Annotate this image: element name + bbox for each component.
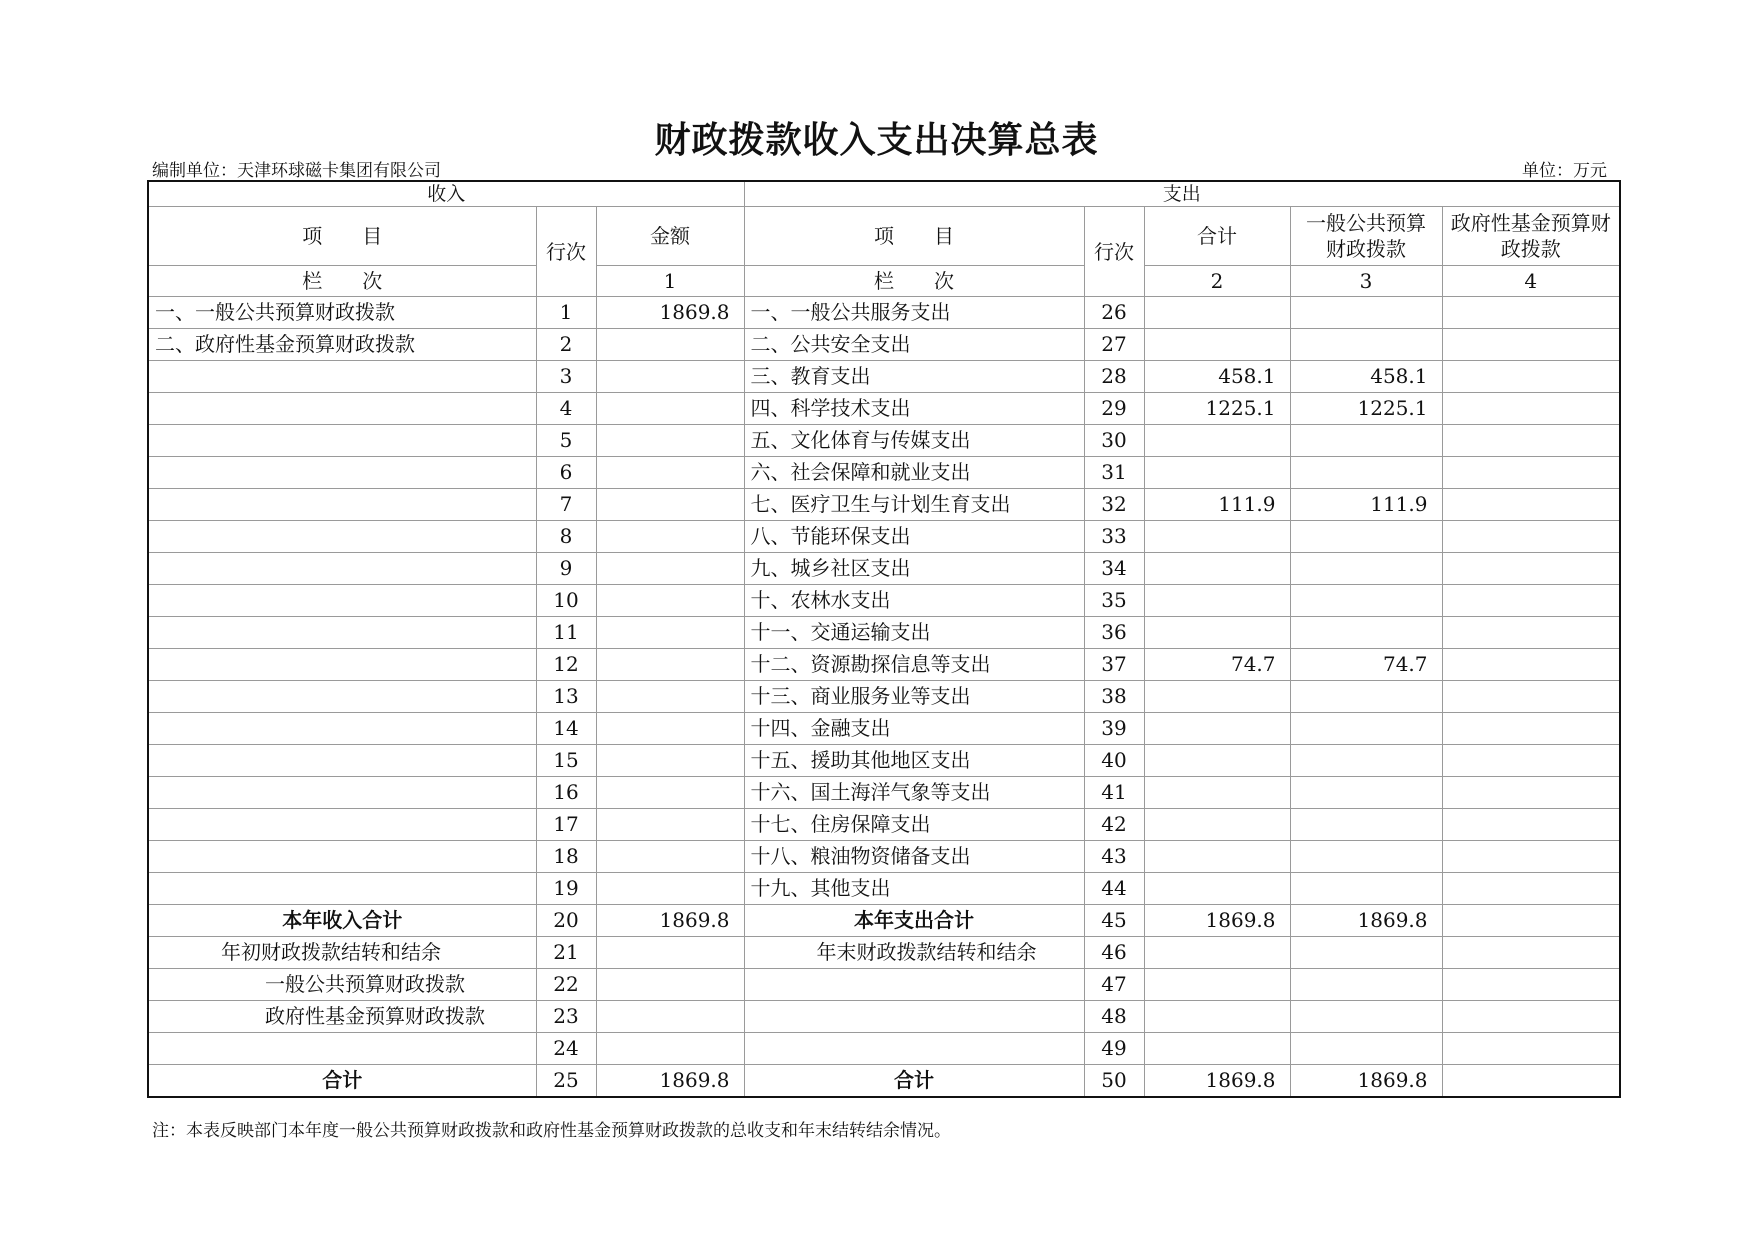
report-table <box>147 180 1621 1098</box>
income-row-no-cell: 17 <box>536 809 596 841</box>
fund-budget-cell <box>1442 809 1620 841</box>
income-item-cell <box>148 809 536 841</box>
general-budget-cell <box>1290 745 1442 777</box>
fund-budget-cell <box>1442 681 1620 713</box>
general-budget-cell <box>1290 969 1442 1001</box>
income-item-cell: 合计 <box>148 1065 536 1098</box>
income-item-cell <box>148 873 536 905</box>
expense-item-cell: 本年支出合计 <box>744 905 1084 937</box>
income-item-cell <box>148 1033 536 1065</box>
expense-row-no-cell: 29 <box>1084 393 1144 425</box>
expense-item-cell: 十九、其他支出 <box>744 873 1084 905</box>
income-amount-cell <box>596 809 744 841</box>
income-col-label: 栏 次 <box>148 266 536 297</box>
table-row <box>148 585 1620 617</box>
general-budget-cell <box>1290 777 1442 809</box>
expense-total-cell <box>1144 521 1290 553</box>
general-budget-cell: 458.1 <box>1290 361 1442 393</box>
income-amount-cell: 1869.8 <box>596 1065 744 1098</box>
expense-row-no-cell: 33 <box>1084 521 1144 553</box>
fund-budget-cell <box>1442 457 1620 489</box>
income-amount-header: 金额 <box>596 207 744 266</box>
income-item-cell <box>148 553 536 585</box>
expense-total-cell <box>1144 553 1290 585</box>
income-amount-cell <box>596 713 744 745</box>
table-row <box>148 969 1620 1001</box>
income-item-cell: 二、政府性基金预算财政拨款 <box>148 329 536 361</box>
table-row <box>148 489 1620 521</box>
expense-total-cell <box>1144 777 1290 809</box>
expense-item-cell: 十、农林水支出 <box>744 585 1084 617</box>
expense-item-cell: 十三、商业服务业等支出 <box>744 681 1084 713</box>
table-row <box>148 425 1620 457</box>
income-row-no-cell: 4 <box>536 393 596 425</box>
expense-item-cell: 年末财政拨款结转和结余 <box>744 937 1084 969</box>
table-row <box>148 393 1620 425</box>
expense-item-cell <box>744 1033 1084 1065</box>
col-index-3: 3 <box>1290 266 1442 297</box>
table-row <box>148 1001 1620 1033</box>
income-item-cell <box>148 681 536 713</box>
income-item-cell: 年初财政拨款结转和结余 <box>148 937 536 969</box>
income-row-no-cell: 15 <box>536 745 596 777</box>
expense-item-cell: 十六、国土海洋气象等支出 <box>744 777 1084 809</box>
expense-item-cell: 十八、粮油物资储备支出 <box>744 841 1084 873</box>
expense-row-no-cell: 39 <box>1084 713 1144 745</box>
expense-row-no-cell: 41 <box>1084 777 1144 809</box>
income-amount-cell <box>596 553 744 585</box>
income-item-cell: 一般公共预算财政拨款 <box>148 969 536 1001</box>
expense-row-no-cell: 28 <box>1084 361 1144 393</box>
general-budget-cell: 1869.8 <box>1290 1065 1442 1098</box>
income-row-no-cell: 14 <box>536 713 596 745</box>
table-row <box>148 841 1620 873</box>
income-amount-cell <box>596 521 744 553</box>
income-row-no-cell: 5 <box>536 425 596 457</box>
fund-budget-cell <box>1442 713 1620 745</box>
table-row <box>148 297 1620 329</box>
expense-total-cell <box>1144 937 1290 969</box>
table-row <box>148 361 1620 393</box>
general-budget-cell <box>1290 297 1442 329</box>
income-amount-cell <box>596 585 744 617</box>
income-amount-cell <box>596 1033 744 1065</box>
income-row-no-cell: 22 <box>536 969 596 1001</box>
table-row <box>148 777 1620 809</box>
expense-row-no-cell: 38 <box>1084 681 1144 713</box>
income-row-no-cell: 20 <box>536 905 596 937</box>
expense-item-cell: 十一、交通运输支出 <box>744 617 1084 649</box>
fund-budget-cell <box>1442 361 1620 393</box>
fund-budget-cell <box>1442 489 1620 521</box>
expense-row-no-cell: 49 <box>1084 1033 1144 1065</box>
general-budget-cell: 74.7 <box>1290 649 1442 681</box>
income-row-no-cell: 23 <box>536 1001 596 1033</box>
income-amount-cell <box>596 1001 744 1033</box>
expense-row-no-cell: 48 <box>1084 1001 1144 1033</box>
expense-item-cell: 四、科学技术支出 <box>744 393 1084 425</box>
income-row-no-cell: 25 <box>536 1065 596 1098</box>
income-row-no-cell: 21 <box>536 937 596 969</box>
income-item-cell <box>148 617 536 649</box>
table-row <box>148 457 1620 489</box>
income-item-cell <box>148 745 536 777</box>
income-item-cell <box>148 489 536 521</box>
income-item-cell <box>148 425 536 457</box>
income-amount-cell <box>596 489 744 521</box>
expense-item-cell: 十七、住房保障支出 <box>744 809 1084 841</box>
income-row-no-cell: 24 <box>536 1033 596 1065</box>
general-budget-cell <box>1290 329 1442 361</box>
fund-budget-cell <box>1442 329 1620 361</box>
expense-section-header: 支出 <box>744 181 1620 207</box>
general-budget-cell <box>1290 457 1442 489</box>
income-row-no-header: 行次 <box>536 207 596 297</box>
table-row <box>148 617 1620 649</box>
table-row <box>148 745 1620 777</box>
table-row <box>148 905 1620 937</box>
fund-budget-cell <box>1442 841 1620 873</box>
expense-total-cell <box>1144 297 1290 329</box>
income-item-cell <box>148 713 536 745</box>
expense-row-no-cell: 32 <box>1084 489 1144 521</box>
expense-row-no-cell: 50 <box>1084 1065 1144 1098</box>
report-body <box>148 181 1620 1097</box>
expense-row-no-cell: 27 <box>1084 329 1144 361</box>
expense-item-cell: 六、社会保障和就业支出 <box>744 457 1084 489</box>
col-index-4: 4 <box>1442 266 1620 297</box>
expense-row-no-cell: 26 <box>1084 297 1144 329</box>
fund-budget-cell <box>1442 617 1620 649</box>
general-budget-cell <box>1290 1033 1442 1065</box>
expense-item-cell: 三、教育支出 <box>744 361 1084 393</box>
fund-budget-cell <box>1442 297 1620 329</box>
expense-row-no-cell: 43 <box>1084 841 1144 873</box>
compiling-unit: 编制单位：天津环球磁卡集团有限公司 <box>152 161 441 181</box>
fund-budget-cell <box>1442 425 1620 457</box>
general-budget-cell <box>1290 873 1442 905</box>
expense-item-cell: 十四、金融支出 <box>744 713 1084 745</box>
fund-budget-cell <box>1442 393 1620 425</box>
expense-col-label: 栏 次 <box>744 266 1084 297</box>
expense-item-header: 项 目 <box>744 207 1084 266</box>
income-amount-cell <box>596 777 744 809</box>
table-row <box>148 329 1620 361</box>
column-index-row <box>148 266 1620 297</box>
expense-total-cell: 458.1 <box>1144 361 1290 393</box>
table-row <box>148 521 1620 553</box>
income-amount-cell <box>596 681 744 713</box>
expense-item-cell: 七、医疗卫生与计划生育支出 <box>744 489 1084 521</box>
expense-total-cell <box>1144 457 1290 489</box>
income-row-no-cell: 1 <box>536 297 596 329</box>
income-amount-cell <box>596 873 744 905</box>
currency-unit: 单位：万元 <box>1522 161 1607 181</box>
income-amount-cell <box>596 361 744 393</box>
fund-budget-cell <box>1442 649 1620 681</box>
income-row-no-cell: 13 <box>536 681 596 713</box>
expense-row-no-cell: 37 <box>1084 649 1144 681</box>
expense-row-no-cell: 31 <box>1084 457 1144 489</box>
income-row-no-cell: 3 <box>536 361 596 393</box>
fund-budget-cell <box>1442 1065 1620 1098</box>
income-row-no-cell: 10 <box>536 585 596 617</box>
fund-budget-header: 政府性基金预算财政拨款 <box>1442 207 1620 266</box>
expense-total-cell <box>1144 1001 1290 1033</box>
income-amount-cell <box>596 969 744 1001</box>
fund-budget-cell <box>1442 905 1620 937</box>
general-budget-cell <box>1290 1001 1442 1033</box>
expense-row-no-header: 行次 <box>1084 207 1144 297</box>
expense-row-no-cell: 46 <box>1084 937 1144 969</box>
income-item-cell <box>148 841 536 873</box>
column-header-row <box>148 207 1620 266</box>
table-row <box>148 553 1620 585</box>
general-budget-cell <box>1290 713 1442 745</box>
table-row <box>148 649 1620 681</box>
expense-item-cell: 二、公共安全支出 <box>744 329 1084 361</box>
expense-total-cell <box>1144 809 1290 841</box>
table-row <box>148 1065 1620 1098</box>
expense-item-cell: 五、文化体育与传媒支出 <box>744 425 1084 457</box>
general-budget-cell <box>1290 681 1442 713</box>
general-budget-cell: 1869.8 <box>1290 905 1442 937</box>
expense-row-no-cell: 44 <box>1084 873 1144 905</box>
expense-total-cell: 111.9 <box>1144 489 1290 521</box>
general-budget-cell <box>1290 425 1442 457</box>
fund-budget-cell <box>1442 745 1620 777</box>
expense-total-cell: 1869.8 <box>1144 905 1290 937</box>
income-item-header: 项 目 <box>148 207 536 266</box>
income-section-header: 收入 <box>148 181 744 207</box>
fund-budget-cell <box>1442 777 1620 809</box>
fund-budget-cell <box>1442 1033 1620 1065</box>
income-row-no-cell: 8 <box>536 521 596 553</box>
income-amount-cell: 1869.8 <box>596 297 744 329</box>
expense-total-cell: 1869.8 <box>1144 1065 1290 1098</box>
expense-row-no-cell: 40 <box>1084 745 1144 777</box>
expense-item-cell: 一、一般公共服务支出 <box>744 297 1084 329</box>
expense-total-cell <box>1144 969 1290 1001</box>
income-item-cell <box>148 361 536 393</box>
expense-item-cell <box>744 969 1084 1001</box>
income-item-cell: 政府性基金预算财政拨款 <box>148 1001 536 1033</box>
page-title: 财政拨款收入支出决算总表 <box>654 119 1099 161</box>
table-row <box>148 1033 1620 1065</box>
expense-total-cell <box>1144 1033 1290 1065</box>
expense-total-cell <box>1144 585 1290 617</box>
col-index-1: 1 <box>596 266 744 297</box>
income-amount-cell: 1869.8 <box>596 905 744 937</box>
income-amount-cell <box>596 649 744 681</box>
income-row-no-cell: 18 <box>536 841 596 873</box>
income-amount-cell <box>596 841 744 873</box>
general-budget-cell <box>1290 585 1442 617</box>
expense-total-cell <box>1144 425 1290 457</box>
general-budget-cell <box>1290 617 1442 649</box>
general-budget-cell <box>1290 553 1442 585</box>
income-row-no-cell: 7 <box>536 489 596 521</box>
fund-budget-cell <box>1442 521 1620 553</box>
general-budget-header: 一般公共预算财政拨款 <box>1290 207 1442 266</box>
expense-row-no-cell: 30 <box>1084 425 1144 457</box>
general-budget-cell <box>1290 841 1442 873</box>
table-row <box>148 809 1620 841</box>
fund-budget-cell <box>1442 969 1620 1001</box>
table-row <box>148 713 1620 745</box>
income-row-no-cell: 6 <box>536 457 596 489</box>
expense-row-no-cell: 47 <box>1084 969 1144 1001</box>
expense-item-cell: 合计 <box>744 1065 1084 1098</box>
expense-item-cell: 九、城乡社区支出 <box>744 553 1084 585</box>
expense-total-cell <box>1144 713 1290 745</box>
income-amount-cell <box>596 457 744 489</box>
income-row-no-cell: 19 <box>536 873 596 905</box>
income-amount-cell <box>596 617 744 649</box>
fund-budget-cell <box>1442 873 1620 905</box>
table-row <box>148 873 1620 905</box>
income-row-no-cell: 16 <box>536 777 596 809</box>
expense-total-cell <box>1144 681 1290 713</box>
footnote: 注：本表反映部门本年度一般公共预算财政拨款和政府性基金预算财政拨款的总收支和年末结转结余情况。 <box>152 1121 951 1141</box>
table-row <box>148 937 1620 969</box>
expense-total-cell: 74.7 <box>1144 649 1290 681</box>
fund-budget-cell <box>1442 585 1620 617</box>
expense-row-no-cell: 36 <box>1084 617 1144 649</box>
expense-total-header: 合计 <box>1144 207 1290 266</box>
expense-item-cell: 十五、援助其他地区支出 <box>744 745 1084 777</box>
general-budget-cell <box>1290 809 1442 841</box>
income-amount-cell <box>596 329 744 361</box>
expense-total-cell <box>1144 329 1290 361</box>
general-budget-cell: 1225.1 <box>1290 393 1442 425</box>
general-budget-cell <box>1290 937 1442 969</box>
general-budget-cell: 111.9 <box>1290 489 1442 521</box>
expense-total-cell <box>1144 841 1290 873</box>
income-item-cell <box>148 521 536 553</box>
income-amount-cell <box>596 937 744 969</box>
expense-total-cell: 1225.1 <box>1144 393 1290 425</box>
expense-total-cell <box>1144 873 1290 905</box>
expense-item-cell <box>744 1001 1084 1033</box>
income-row-no-cell: 9 <box>536 553 596 585</box>
expense-row-no-cell: 35 <box>1084 585 1144 617</box>
income-item-cell <box>148 585 536 617</box>
income-amount-cell <box>596 425 744 457</box>
expense-row-no-cell: 45 <box>1084 905 1144 937</box>
fund-budget-cell <box>1442 1001 1620 1033</box>
col-index-2: 2 <box>1144 266 1290 297</box>
income-item-cell: 一、一般公共预算财政拨款 <box>148 297 536 329</box>
expense-total-cell <box>1144 745 1290 777</box>
income-amount-cell <box>596 393 744 425</box>
income-item-cell <box>148 649 536 681</box>
section-header-row <box>148 181 1620 207</box>
expense-row-no-cell: 34 <box>1084 553 1144 585</box>
table-row <box>148 681 1620 713</box>
income-item-cell <box>148 393 536 425</box>
expense-row-no-cell: 42 <box>1084 809 1144 841</box>
income-item-cell: 本年收入合计 <box>148 905 536 937</box>
income-amount-cell <box>596 745 744 777</box>
income-item-cell <box>148 457 536 489</box>
fund-budget-cell <box>1442 937 1620 969</box>
income-row-no-cell: 2 <box>536 329 596 361</box>
expense-item-cell: 十二、资源勘探信息等支出 <box>744 649 1084 681</box>
expense-total-cell <box>1144 617 1290 649</box>
income-row-no-cell: 11 <box>536 617 596 649</box>
income-item-cell <box>148 777 536 809</box>
fund-budget-cell <box>1442 553 1620 585</box>
expense-item-cell: 八、节能环保支出 <box>744 521 1084 553</box>
general-budget-cell <box>1290 521 1442 553</box>
income-row-no-cell: 12 <box>536 649 596 681</box>
